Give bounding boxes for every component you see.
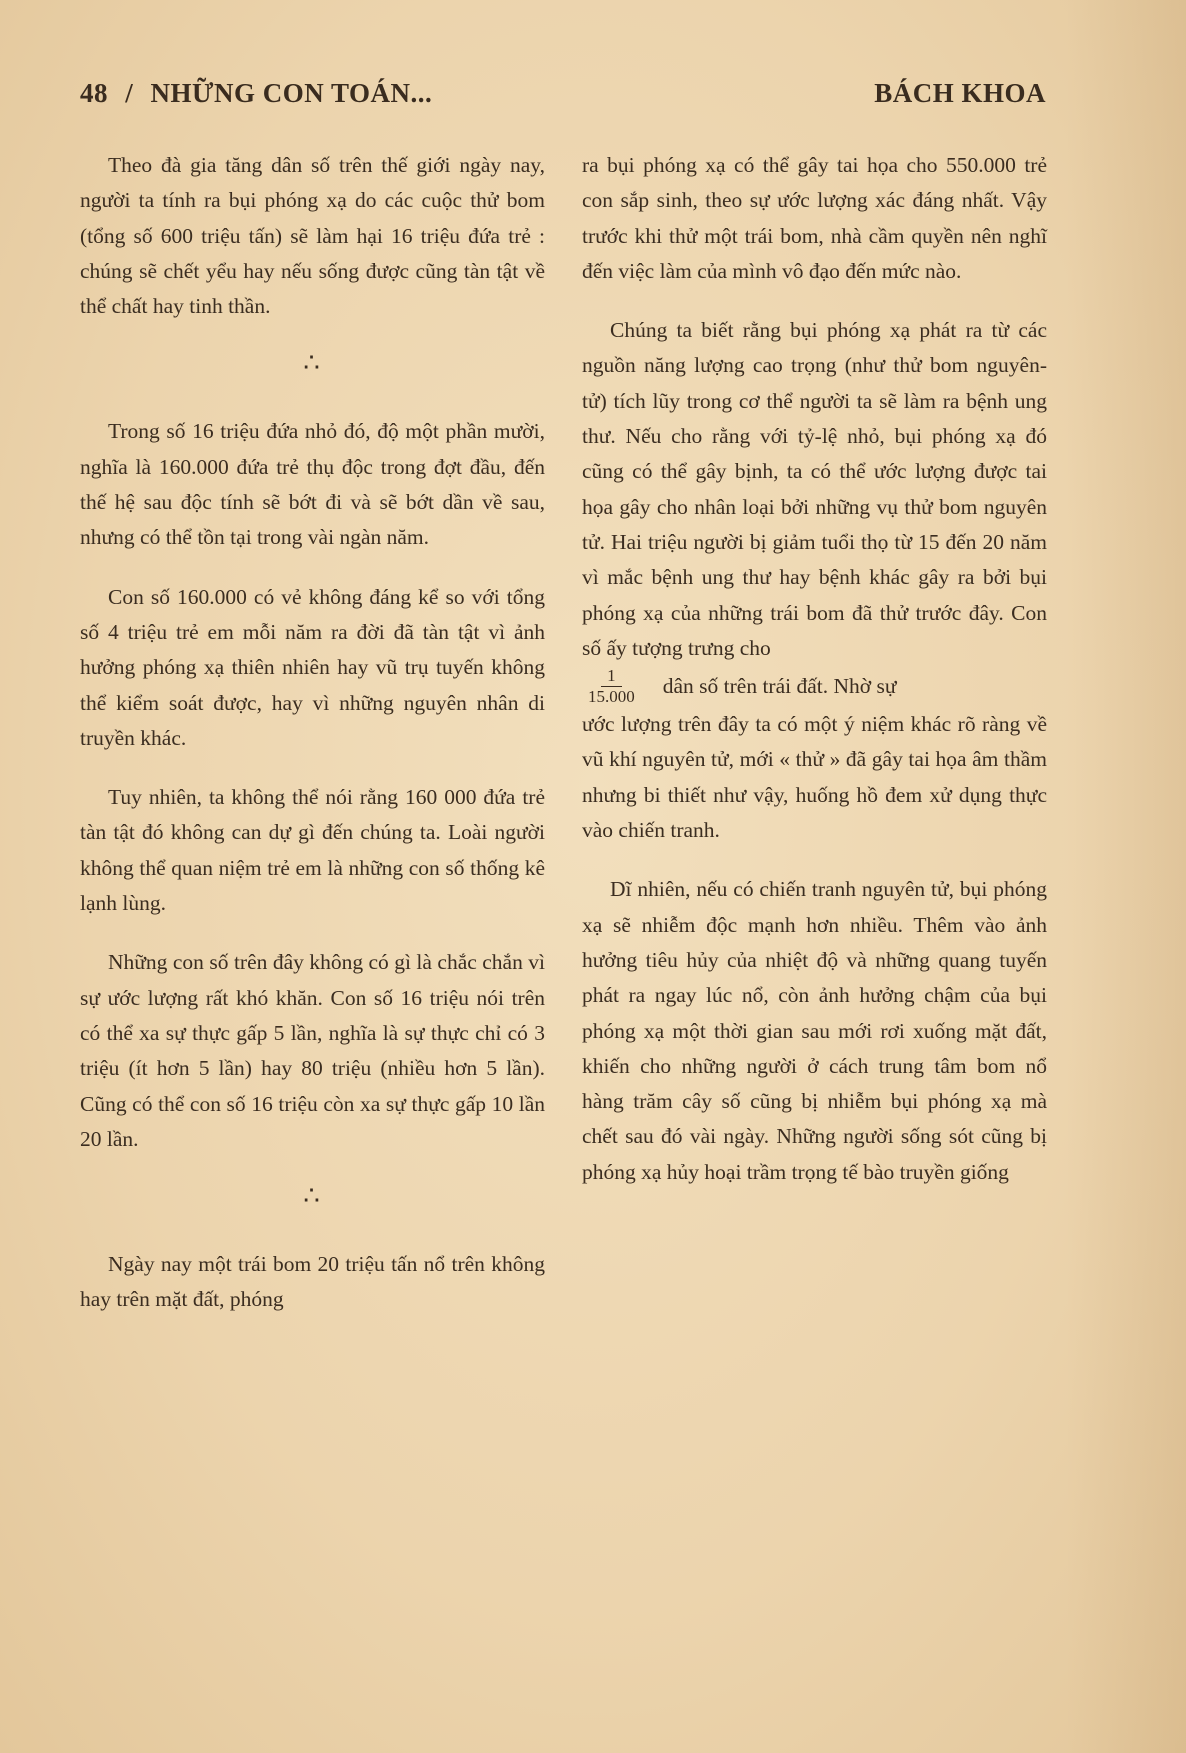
paragraph: Chúng ta biết rằng bụi phóng xạ phát ra từ các nguồn năng lượng cao trọng (như thử bom nguyên-tử) tích lũy trong cơ thể người ta sẽ làm ra bệnh ung thư. Nếu cho rằng với tỷ-lệ nhỏ, bụi phóng xạ đó cũng có thể gây bịnh, ta có thể ước lượng được tai họa gây cho nhân loại bởi những vụ thử bom nguyên tử. Hai triệu người bị giảm tuổi thọ từ 15 đến 20 năm vì mắc bệnh ung thư hay bệnh khác gây ra bởi bụi phóng xạ của những trái bom đã thử trước đây. Con số ấy tượng trưng cho xyxy=(582,318,1047,660)
section-separator: ∴ xyxy=(303,1181,322,1211)
fraction-numerator: 1 xyxy=(601,666,622,687)
paragraph: Tuy nhiên, ta không thể nói rằng 160 000 đứa trẻ tàn tật đó không can dự gì đến chúng ta. Loài người không thể quan niệm trẻ em là những con số thống kê lạnh lùng. xyxy=(80,785,545,916)
fraction xyxy=(582,666,641,707)
page-edge-shadow xyxy=(1066,0,1186,1753)
header-separator: / xyxy=(125,78,134,108)
section-separator: ∴ xyxy=(303,348,322,378)
publication-name: BÁCH KHOA xyxy=(874,78,1046,108)
fraction-line xyxy=(582,666,1047,707)
fraction-text: dân số trên trái đất. Nhờ sự xyxy=(662,674,897,698)
page-number: 48 xyxy=(80,78,108,108)
fraction-denominator: 15.000 xyxy=(588,687,635,707)
header-left xyxy=(80,78,442,109)
right-column xyxy=(582,148,1047,1214)
running-title: NHỮNG CON TOÁN... xyxy=(150,78,433,108)
running-header xyxy=(80,78,1046,109)
paragraph: ước lượng trên đây ta có một ý niệm khác rõ ràng về vũ khí nguyên tử, mới « thử » đã gây tai họa âm thầm nhưng bi thiết như vậy, huống hồ đem xử dụng thực vào chiến tranh. xyxy=(582,712,1047,843)
paragraph: Những con số trên đây không có gì là chắc chắn vì sự ước lượng rất khó khăn. Con số 16 triệu nói trên có thể xa sự thực gấp 5 lần, nghĩa là sự thực chỉ có 3 triệu (ít hơn 5 lần) hay 80 triệu (nhiều hơn 5 lần). Cũng có thể con số 16 triệu còn xa sự thực gấp 10 lần 20 lần. xyxy=(80,950,545,1151)
paragraph: ra bụi phóng xạ có thể gây tai họa cho 550.000 trẻ con sắp sinh, theo sự ước lượng xác đáng nhất. Vậy trước khi thử một trái bom, nhà cầm quyền nên nghĩ đến việc làm của mình vô đạo đến mức nào. xyxy=(582,153,1047,283)
paragraph: Con số 160.000 có vẻ không đáng kể so với tổng số 4 triệu trẻ em mỗi năm ra đời đã tàn tật vì ảnh hưởng phóng xạ thiên nhiên hay vũ trụ tuyến không thể kiểm soát được, hay vì những nguyên nhân di truyền khác. xyxy=(80,584,545,750)
paragraph: Trong số 16 triệu đứa nhỏ đó, độ một phần mười, nghĩa là 160.000 đứa trẻ thụ độc trong đợt đầu, đến thế hệ sau độc tính sẽ bớt đi và sẽ bớt dần về sau, nhưng có thể tồn tại trong vài ngàn năm. xyxy=(80,419,545,550)
left-column xyxy=(80,148,545,1342)
paragraph: Dĩ nhiên, nếu có chiến tranh nguyên tử, bụi phóng xạ sẽ nhiễm độc mạnh hơn nhiều. Thêm vào ảnh hưởng tiêu hủy của nhiệt độ và những quang tuyến phát ra ngay lúc nổ, còn ảnh hưởng chậm của bụi phóng xạ một thời gian sau mới rơi xuống mặt đất, khiến cho những người ở cách trung tâm bom nổ hàng trăm cây số cũng bị nhiễm bụi phóng xạ mà chết sau đó vài ngày. Những người sống sót cũng bị phóng xạ hủy hoại trầm trọng tế bào truyền giống xyxy=(582,877,1047,1184)
paragraph: Ngày nay một trái bom 20 triệu tấn nổ trên không hay trên mặt đất, phóng xyxy=(80,1252,545,1312)
paragraph: Theo đà gia tăng dân số trên thế giới ngày nay, người ta tính ra bụi phóng xạ do các cuộc thử bom (tổng số 600 triệu tấn) sẽ làm hại 16 triệu đứa trẻ : chúng sẽ chết yểu hay nếu sống được cũng tàn tật về thể chất hay tinh thần. xyxy=(80,153,545,319)
